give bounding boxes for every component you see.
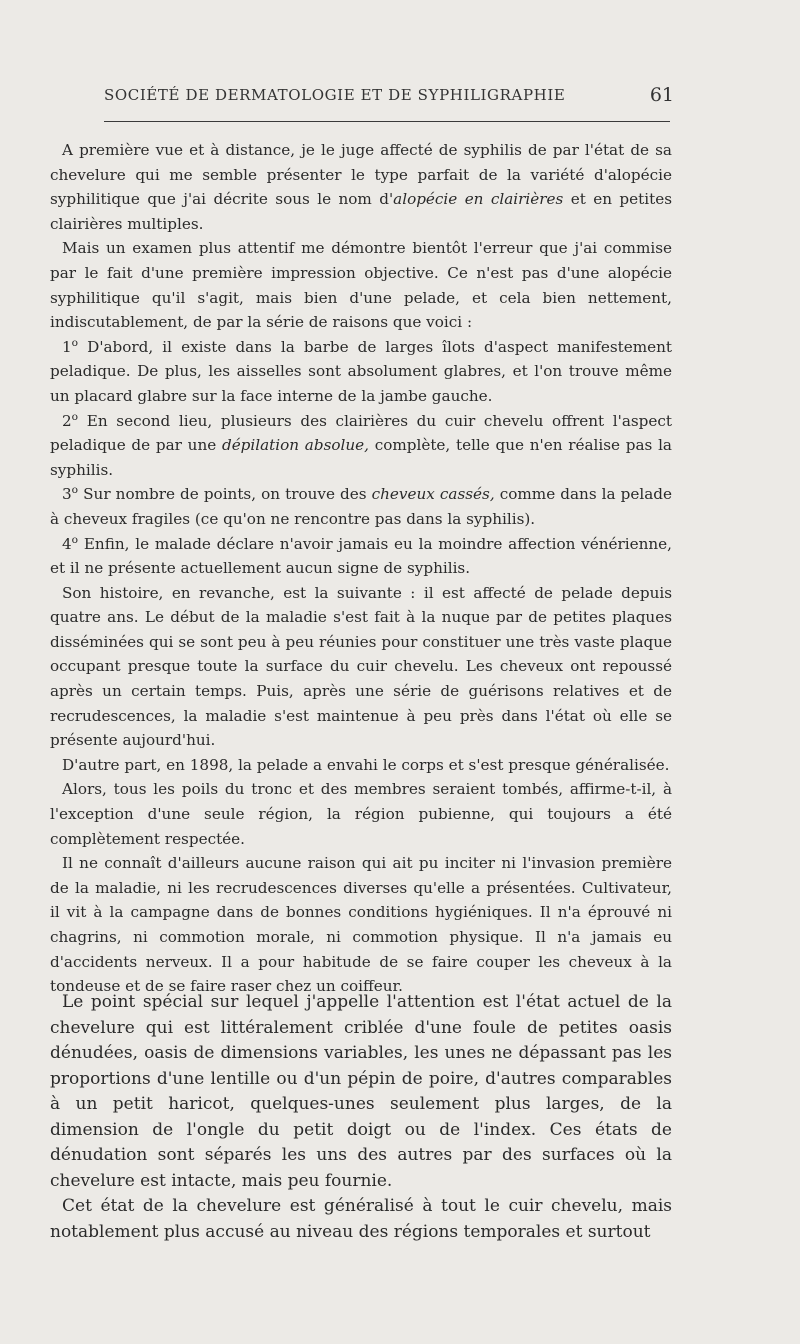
main-text-large (50, 990, 672, 1245)
header-rule (104, 121, 670, 122)
paragraph-3: 1$^o$ D'abord, il existe dans la barbe de larges îlots d'aspect manifestement peladique. De plus, les aisselles sont absolument glabres, et l'on trouve même un placard glabre sur la face interne de la jambe gauche. (50, 335, 672, 405)
paragraph-10: Il ne connaît d'ailleurs aucune raison qui ait pu inciter ni l'invasion première de la maladie, ni les recrudescences diverses qu'elle a présentées. Cultivateur, il vit à la campagne dans de bonnes conditions hygiéniques. Il n'a éprouvé ni chagrins, ni commotion morale, ni commotion physique. Il n'a jamais eu d'accidents nerveux. Il a pour habitude de se faire couper les cheveux à la tondeuse et de se faire raser chez un coiffeur. (50, 854, 672, 996)
running-title: SOCIÉTÉ DE DERMATOLOGIE ET DE SYPHILIGRAPHIE (104, 86, 566, 104)
paragraph-12: Cet état de la chevelure est généralisé à tout le cuir chevelu, mais notablement plus accusé au niveau des régions temporales et surtout (50, 1196, 672, 1242)
page-header (104, 86, 674, 114)
paragraph-11: Le point spécial sur lequel j'appelle l'attention est l'état actuel de la chevelure qui est littéralement criblée d'une foule de petites oasis dénudées, oasis de dimensions variables, les unes ne dépassant pas les proportions d'une lentille ou d'un pépin de poire, d'autres comparables à un petit haricot, quelques-unes seulement plus larges, de la dimension de l'ongle du petit doigt ou de l'index. Ces états de dénudation sont séparés les uns des autres par des surfaces où la chevelure est intacte, mais peu fournie. (50, 992, 672, 1191)
main-text (50, 138, 672, 999)
paragraph-7: Son histoire, en revanche, est la suivante : il est affecté de pelade depuis quatre ans. Le début de la maladie s'est fait à la nuque par de petites plaques disséminées qui se sont peu à peu réunies pour constituer une très vaste plaque occupant presque toute la surface du cuir chevelu. Les cheveux ont repoussé après un certain temps. Puis, après une série de guérisons relatives et de recrudescences, la maladie s'est maintenue à peu près dans l'état où elle se présente aujourd'hui. (50, 583, 672, 750)
paragraph-9: Alors, tous les poils du tronc et des membres seraient tombés, affirme-t-il, à l'exception d'une seule région, la région pubienne, qui toujours a été complètement respectée. (50, 780, 672, 848)
paragraph-1: A première vue et à distance, je le juge affecté de syphilis de par l'état de sa chevelure qui me semble présenter le type parfait de la variété d'alopécie syphilitique que j'ai décrite sous le nom d'alopécie en clairières et en petites clairières multiples. (50, 141, 672, 233)
paragraph-8: D'autre part, en 1898, la pelade a envahi le corps et s'est presque généralisée. (62, 755, 670, 774)
paragraph-6: 4$^o$ Enfin, le malade déclare n'avoir jamais eu la moindre affection vénérienne, et il ne présente actuellement aucun signe de syphilis. (50, 532, 672, 578)
page-number: 61 (649, 84, 674, 106)
paragraph-5: 3$^o$ Sur nombre de points, on trouve des cheveux cassés, comme dans la pelade à cheveux fragiles (ce qu'on ne rencontre pas dans la syphilis). (50, 483, 672, 528)
paragraph-2: Mais un examen plus attentif me démontre bientôt l'erreur que j'ai commise par le fait d'une première impression objective. Ce n'est pas d'une alopécie syphilitique qu'il s'agit, mais bien d'une pelade, et cela bien nettement, indiscutablement, de par la série de raisons que voici : (50, 239, 672, 332)
paragraph-4: 2$^o$ En second lieu, plusieurs des clairières du cuir chevelu offrent l'aspect peladique de par une dépilation absolue, complète, telle que n'en réalise pas la syphilis. (50, 409, 672, 479)
